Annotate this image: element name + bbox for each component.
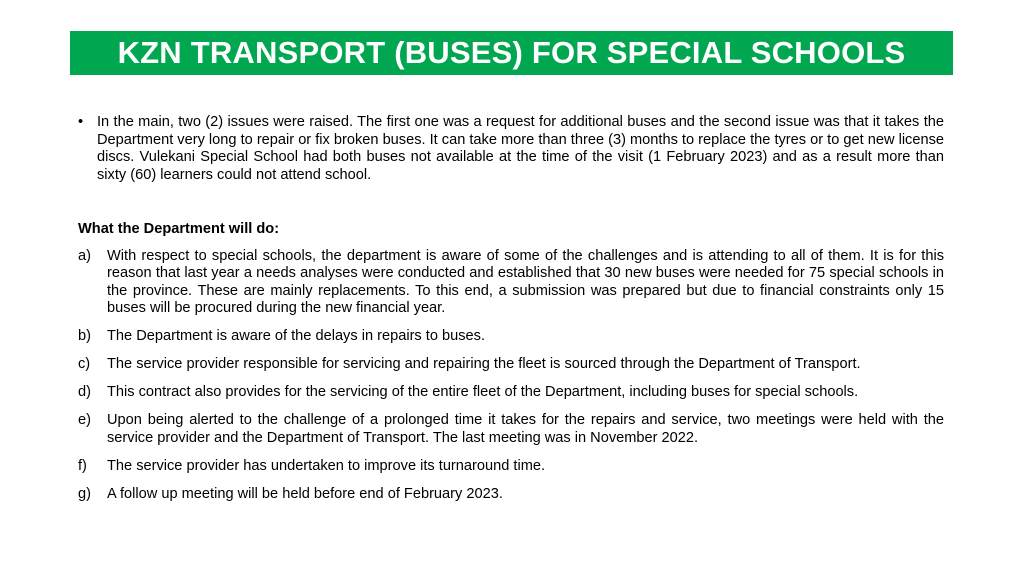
section-heading: What the Department will do: xyxy=(78,221,280,237)
intro-text: In the main, two (2) issues were raised. The first one was a request for additional buses and the second issue was that it takes the Department very long to repair or fix broken buses. It can take more than three (3) months to replace the tyres or to get new license discs. Vulekani Special School had both buses not available at the time of the visit (1 February 2023) and as a result more than sixty (60) learners could not attend school. xyxy=(97,114,944,183)
list-item-text: Upon being alerted to the challenge of a prolonged time it takes for the repairs and service, two meetings were held with the service provider and the Department of Transport. The last meeting was in November 2022. xyxy=(107,412,944,446)
list-item xyxy=(78,356,944,374)
list-marker: b) xyxy=(78,328,91,344)
list-marker: g) xyxy=(78,485,91,502)
list-item-text: A follow up meeting will be held before end of February 2023. xyxy=(107,485,503,502)
list-item-text: The service provider has undertaken to improve its turnaround time. xyxy=(107,457,546,474)
list-item xyxy=(78,486,944,504)
slide-content xyxy=(78,114,944,514)
list-item-text: The service provider responsible for servicing and repairing the fleet is sourced through the Department of Transport. xyxy=(107,356,861,372)
list-item-text: The Department is aware of the delays in repairs to buses. xyxy=(107,328,486,344)
list-item xyxy=(78,328,944,346)
list-item xyxy=(78,412,944,447)
list-marker: f) xyxy=(78,457,87,474)
list-item xyxy=(78,384,944,402)
title-banner xyxy=(70,31,953,75)
list-item-text: With respect to special schools, the department is aware of some of the challenges and is attending to all of them. It is for this reason that last year a needs analyses were conducted and established that 30 new buses were needed for 75 special schools in the province. These are mainly replacements. To this end, a submission was prepared but due to financial constraints only 15 buses will be procured during the new financial year. xyxy=(107,247,944,316)
page-title: KZN TRANSPORT (BUSES) FOR SPECIAL SCHOOLS xyxy=(117,35,906,70)
list-marker: c) xyxy=(78,356,91,372)
list-marker: d) xyxy=(78,384,91,400)
list-item-text: This contract also provides for the servicing of the entire fleet of the Department, including buses for special schools. xyxy=(107,384,859,400)
list-item xyxy=(78,458,944,476)
intro-paragraph xyxy=(78,114,944,184)
list-marker: a) xyxy=(78,247,91,264)
action-list xyxy=(78,248,944,504)
list-item xyxy=(78,248,944,318)
bullet-icon: • xyxy=(78,114,84,130)
list-marker: e) xyxy=(78,412,91,428)
